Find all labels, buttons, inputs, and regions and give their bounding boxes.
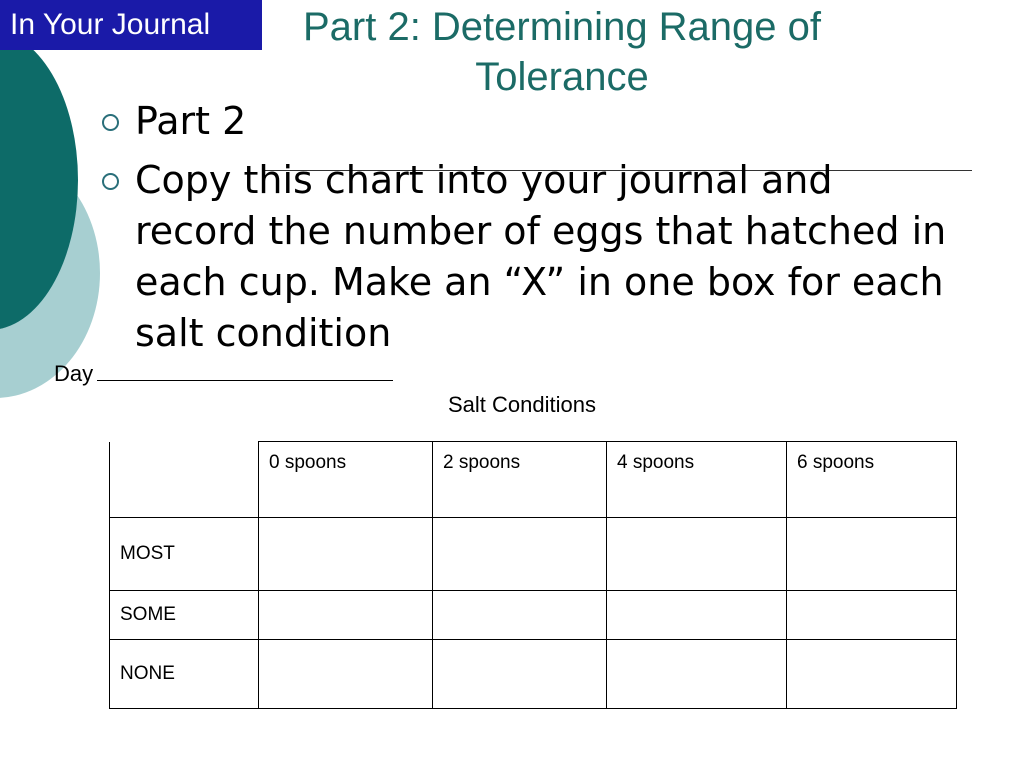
table-cell	[607, 591, 787, 640]
row-label: SOME	[110, 591, 259, 640]
journal-tag: In Your Journal	[0, 0, 262, 50]
bullet-item	[100, 96, 960, 147]
day-field	[54, 358, 393, 387]
salt-conditions-table	[109, 441, 957, 709]
column-header: 0 spoons	[259, 442, 433, 518]
table-row	[110, 518, 957, 591]
table-caption: Salt Conditions	[448, 392, 596, 417]
day-label: Day	[54, 361, 94, 386]
row-label: MOST	[110, 518, 259, 591]
table-cell	[607, 640, 787, 709]
table-cell	[433, 640, 607, 709]
slide-title: Part 2: Determining Range of Tolerance	[302, 5, 822, 99]
table-cell	[433, 518, 607, 591]
table-cell	[787, 518, 957, 591]
table-cell	[259, 591, 433, 640]
table-row	[110, 591, 957, 640]
column-header: 2 spoons	[433, 442, 607, 518]
table-header-row	[110, 442, 957, 518]
table-corner-cell	[110, 442, 259, 518]
circle-bullet-icon	[102, 114, 119, 131]
bullet-text: Part 2	[135, 99, 247, 143]
column-header: 6 spoons	[787, 442, 957, 518]
bullet-item	[100, 155, 960, 359]
day-blank-line	[97, 358, 393, 381]
table-cell	[787, 640, 957, 709]
column-header: 4 spoons	[607, 442, 787, 518]
table-cell	[607, 518, 787, 591]
table-cell	[433, 591, 607, 640]
bullet-text: Copy this chart into your journal and record the number of eggs that hatched in each cup. Make an “X” in one box for each salt condition	[135, 158, 947, 355]
table-row	[110, 640, 957, 709]
table-cell	[787, 591, 957, 640]
circle-bullet-icon	[102, 173, 119, 190]
row-label: NONE	[110, 640, 259, 709]
table-cell	[259, 518, 433, 591]
salt-conditions-table-wrapper	[109, 441, 957, 709]
table-cell	[259, 640, 433, 709]
bullet-list	[100, 96, 960, 367]
